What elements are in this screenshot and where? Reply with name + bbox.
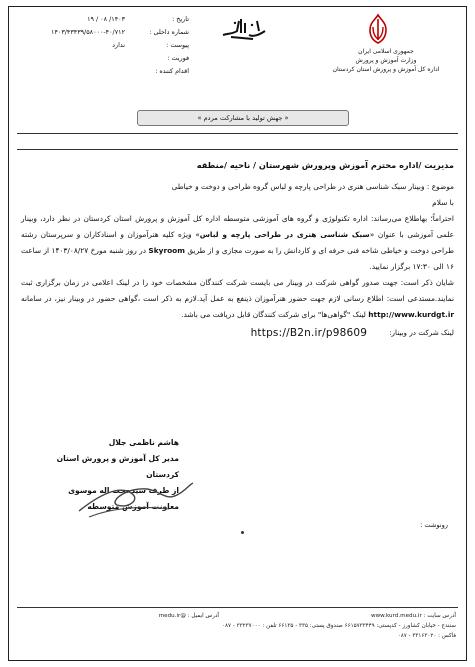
text-run: لینک "گواهی‌ها" برای شرکت کنندگان قابل دریافت می باشد. (181, 310, 369, 319)
dot-mark (241, 531, 244, 534)
organization-name (316, 47, 456, 74)
site-link[interactable]: http://www.kurdgt.ir (368, 310, 454, 319)
subject-line: موضوع : وبینار سبک شناسی هنری در طراحی پارچه و لباس گروه طراحی و دوخت و خیاطی (171, 182, 454, 191)
letter-body (21, 157, 454, 341)
meta-row-handler (19, 65, 189, 78)
copy-to-label: رونوشت : (420, 521, 448, 529)
letterhead (9, 7, 466, 107)
footer-left (19, 611, 219, 621)
org-line: جمهوری اسلامی ایران (358, 48, 414, 55)
iran-emblem-icon (364, 13, 392, 45)
org-line: وزارت آموزش و پرورش (355, 57, 417, 64)
text-run: » ویژه کلیه هنرآموزان و اسنادکاران و سرپرستان رشته طراحی دوخت و خیاطی شاخه فنی حرفه ای و کاردانش را به صورت مجازی و از طریق (21, 230, 454, 255)
webinar-link-row (21, 325, 454, 341)
paragraph-certificate (21, 275, 454, 323)
footer-address: سنندج - خیابان کشاورز - کدپستی: ۶۶۱۵۷۳۳۴۴۹ صندوق پستی: ۳۳۵ - ۶۶۱۳۵ تلفن : ۳۳۲۳۷۰۰۰ - ۰۸۷ فاکس : ۳۳۱۶۳۰۲۰ - ۰۸۷ (222, 623, 456, 639)
meta-value: ندارد (112, 41, 125, 49)
meta-row-number (19, 26, 189, 39)
signer-on-behalf: از طرف سیدحجت اله موسوی (68, 486, 179, 495)
divider (17, 607, 458, 608)
footer-right (216, 611, 456, 641)
paragraph-announcement (21, 211, 454, 275)
meta-label: فوریت : (167, 54, 189, 62)
motto-banner: « جهش تولید با مشارکت مردم » (137, 110, 349, 126)
text-run: احتراماً؛ بهاطلاع می‌رساند: اداره تکنولوژی و گروه های آموزشی متوسطه اداره کل آموزش و پرورش استان کردستان در نظر دارد، وبینار علمی آموزشی با عنوان « (21, 214, 454, 239)
footer-site: آدرس سایت : www.kurd.medu.ir (371, 613, 456, 619)
letter-metadata (19, 13, 189, 78)
meta-label: اقدام کننده : (155, 67, 189, 75)
meta-value: ۱۴۰۳/۴۳۴۳۹/۵۸۰۰۰-۴۰/۷۱۲ (51, 28, 125, 36)
addressee: مدیریت /اداره محترم آموزش وپرورش شهرستان / ناحیه /منطقه (196, 160, 454, 170)
meta-row-date (19, 13, 189, 26)
link-label: لینک شرکت در وبینار: (389, 328, 454, 337)
meta-value: ۱۴۰۳/ ۰۸ / ۱۹ (87, 15, 125, 23)
meta-value (19, 65, 125, 78)
meta-label: شماره داخلی : (149, 28, 189, 36)
meta-label: تاریخ : (172, 15, 189, 23)
divider (17, 149, 458, 150)
letter-page (8, 6, 467, 661)
meta-row-priority (19, 52, 189, 65)
text-run: شایان ذکر است: جهت صدور گواهی شرکت در وبینار می بایست شرکت کنندگان مشخصات خود را در لینک اعلامی در زمان برگزاری ثبت نمایند.مستدعی است: اطلاع رسانی لازم جهت حضور هنرآموزان ذینفع به عمل آید.لازم به ذکر است ،گواهی حضور در وبینار نیز، در سامانه (21, 278, 454, 303)
platform-name: Skyroom (148, 246, 185, 255)
signer-role: معاونت آموزش متوسطه (87, 502, 179, 511)
greeting: با سلام (432, 198, 454, 207)
handwritten-signature-icon (69, 465, 199, 527)
signer-name: هاشم ناظمی جلال (108, 438, 179, 447)
webinar-title: سبک شناسی هنری در طراحی پارچه و لباس (199, 230, 370, 239)
footer-email: آدرس ایمیل : @medu.ir (158, 613, 219, 619)
divider (17, 133, 458, 134)
webinar-link[interactable]: https://B2n.ir/p98609 (250, 327, 368, 339)
signer-title: مدیر کل آموزش و پرورش استان کردستان (56, 454, 179, 479)
meta-row-attachment (19, 39, 189, 52)
meta-value (19, 52, 125, 65)
org-line: اداره کل آموزش و پرورش استان کردستان (332, 66, 440, 73)
meta-label: پیوست : (166, 41, 189, 49)
bismillah-calligraphy-icon (219, 13, 269, 43)
text-run: در روز شنبه مورخ ۱۴۰۳/۰۸/۲۷ از ساعت ۱۶ الی ۱۷:۳۰ برگزار نمایید. (21, 246, 454, 271)
